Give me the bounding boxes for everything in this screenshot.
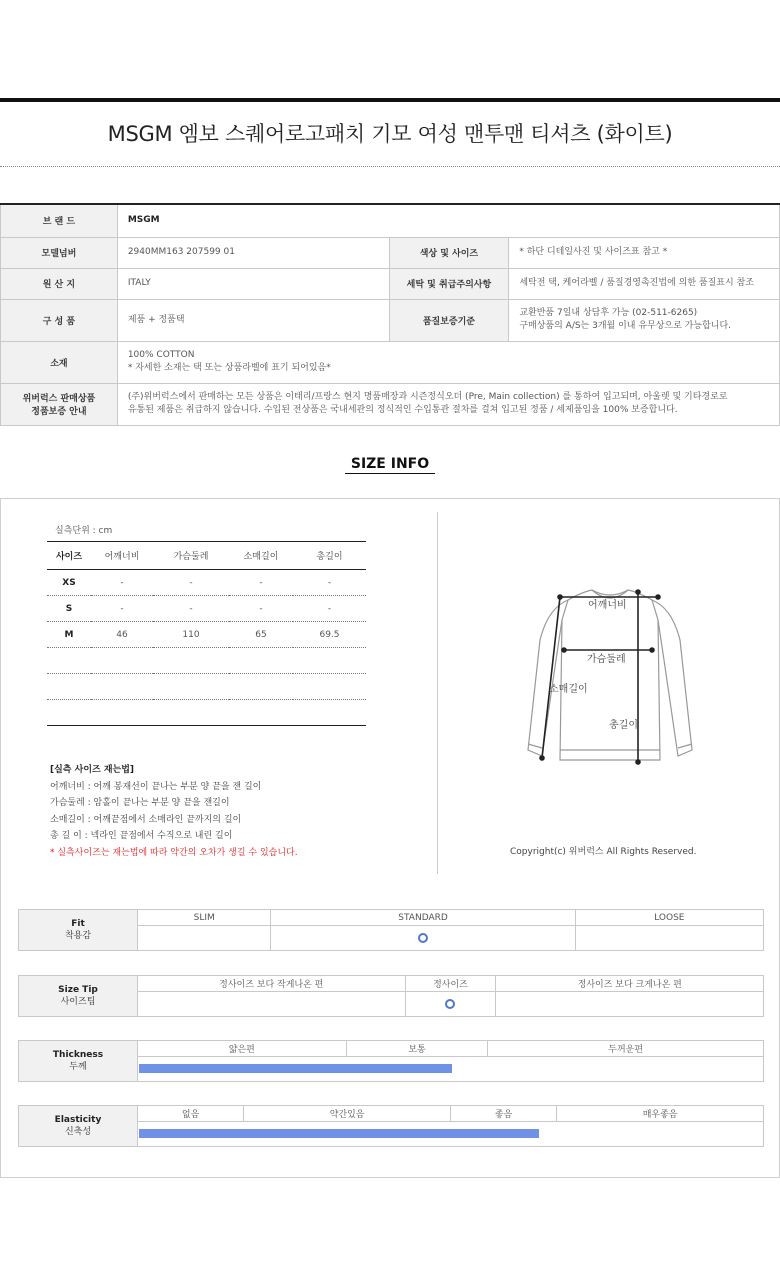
thickness-label-en: Thickness: [52, 1050, 104, 1060]
table-cell: -: [91, 570, 153, 596]
elasticity-label-ko: 신축성: [64, 1127, 92, 1137]
table-cell: [293, 700, 366, 726]
table-cell: [47, 674, 91, 700]
table-row: [47, 648, 366, 674]
warranty-line-2: 구매상품의 A/S는 3개월 이내 유무상으로 가능합니다.: [519, 321, 732, 331]
thickness-label-ko: 두께: [69, 1062, 87, 1072]
size-info-heading: SIZE INFO: [345, 456, 435, 474]
fit-cell: [271, 926, 575, 951]
selected-circle-icon: [418, 933, 428, 943]
material-value: [117, 341, 779, 383]
table-cell: -: [91, 596, 153, 622]
fit-rating: [18, 909, 764, 951]
guarantee-label: [1, 383, 118, 425]
elasticity-level-bar: [139, 1129, 539, 1138]
guarantee-label-line-2: 정품보증 안내: [31, 407, 87, 417]
size-table-header: [47, 542, 366, 570]
thickness-option: 두꺼운편: [488, 1041, 764, 1057]
material-line-2: * 자세한 소재는 택 또는 상품라벨에 표기 되어있음*: [127, 363, 331, 373]
contents-label: 구 성 품: [1, 299, 118, 341]
elasticity-option: 없음: [138, 1106, 244, 1122]
table-cell: [47, 700, 91, 726]
table-cell: 110: [153, 622, 229, 648]
size-tip-cell: [405, 992, 496, 1017]
sleeve-col-header: 소매길이: [229, 542, 293, 570]
table-cell: -: [153, 596, 229, 622]
warranty-line-1: 교환반품 7일내 상담후 가능 (02-511-6265): [519, 308, 698, 318]
contents-value: 제품 + 정품택: [117, 299, 389, 341]
elasticity-bar-track: [138, 1122, 764, 1147]
size-tip-label: [19, 976, 138, 1017]
thickness-rating: [18, 1040, 764, 1082]
table-cell: [153, 700, 229, 726]
table-cell: 46: [91, 622, 153, 648]
table-cell: [91, 648, 153, 674]
thickness-option: 얇은편: [138, 1041, 347, 1057]
copyright-text: Copyright(c) 위버럭스 All Rights Reserved.: [510, 847, 697, 857]
elasticity-label: [19, 1106, 138, 1147]
size-table: [47, 541, 366, 726]
selected-circle-icon: [445, 999, 455, 1009]
table-cell: 65: [229, 622, 293, 648]
fit-option: LOOSE: [575, 910, 763, 926]
table-cell: XS: [47, 570, 91, 596]
table-cell: [91, 700, 153, 726]
guarantee-line-1: (주)위버럭스에서 판매하는 모든 상품은 이태리/프랑스 현지 명품매장과 시즌정식오더 (Pre, Main collection) 를 통하여 입고되며, 아울렛 및 기타경로로: [127, 392, 728, 402]
measure-unit: 실측단위 : cm: [55, 526, 113, 536]
size-tip-option: 정사이즈: [405, 976, 496, 992]
wash-value: 세탁전 택, 케어라벨 / 품질경영촉진법에 의한 품질표시 참조: [509, 268, 780, 299]
size-tip-cell: [496, 992, 764, 1017]
elasticity-rating: [18, 1105, 764, 1147]
brand-label: 브 랜 드: [1, 204, 118, 237]
table-cell: [293, 648, 366, 674]
table-row: [47, 622, 366, 648]
table-cell: -: [153, 570, 229, 596]
size-tip-option: 정사이즈 보다 작게나온 편: [138, 976, 406, 992]
page-title: MSGM 엠보 스퀘어로고패치 기모 여성 맨투맨 티셔츠 (화이트): [107, 122, 673, 146]
thickness-option: 보통: [346, 1041, 488, 1057]
elasticity-option: 약간있음: [244, 1106, 451, 1122]
thickness-level-bar: [139, 1064, 452, 1073]
guarantee-label-line-1: 위버럭스 판매상품: [22, 394, 96, 404]
diagram-length-label: 총길이: [609, 720, 638, 731]
measure-guide: [50, 762, 298, 861]
table-cell: [229, 674, 293, 700]
fit-cell: [575, 926, 763, 951]
table-cell: [47, 648, 91, 674]
table-row: [47, 570, 366, 596]
elasticity-option: 매우좋음: [557, 1106, 764, 1122]
warranty-label: 품질보증기준: [389, 299, 509, 341]
table-cell: S: [47, 596, 91, 622]
size-tip-rating: [18, 975, 764, 1017]
table-cell: -: [293, 596, 366, 622]
measure-guide-line: 총 길 이 : 넥라인 끝점에서 수직으로 내린 길이: [50, 831, 233, 841]
table-cell: -: [293, 570, 366, 596]
measure-guide-title: [실측 사이즈 재는법]: [50, 765, 135, 775]
model-label: 모델넘버: [1, 237, 118, 268]
size-tip-label-en: Size Tip: [58, 985, 98, 995]
color-size-value: * 하단 디테일사진 및 사이즈표 참고 *: [509, 237, 780, 268]
measure-guide-line: 어깨너비 : 어깨 봉재선이 끝나는 부분 양 끝을 잰 길이: [50, 781, 262, 792]
table-row: [47, 700, 366, 726]
guarantee-value: [117, 383, 779, 425]
thickness-bar-track: [138, 1057, 764, 1082]
size-tip-cell: [138, 992, 406, 1017]
elasticity-label-en: Elasticity: [54, 1115, 102, 1125]
table-cell: [91, 674, 153, 700]
origin-value: ITALY: [117, 268, 389, 299]
dotted-divider: [0, 166, 780, 167]
table-cell: 69.5: [293, 622, 366, 648]
top-rule: [0, 98, 780, 102]
fit-cell: [138, 926, 271, 951]
fit-label-ko: 착용감: [64, 931, 92, 941]
size-tip-option: 정사이즈 보다 크게나온 편: [496, 976, 764, 992]
model-value: 2940MM163 207599 01: [117, 237, 389, 268]
table-cell: M: [47, 622, 91, 648]
brand-value: MSGM: [117, 204, 779, 237]
diagram-shoulder-label: 어깨너비: [588, 600, 627, 611]
fit-option: SLIM: [138, 910, 271, 926]
origin-label: 원 산 지: [1, 268, 118, 299]
diagram-chest-label: 가슴둘레: [587, 654, 626, 665]
table-row: [47, 674, 366, 700]
warranty-value: [509, 299, 780, 341]
elasticity-option: 좋음: [450, 1106, 556, 1122]
table-cell: [293, 674, 366, 700]
size-tip-label-ko: 사이즈팁: [60, 997, 96, 1007]
measure-guide-line: 소매길이 : 어깨끝점에서 소매라인 끝까지의 길이: [50, 814, 242, 825]
table-cell: -: [229, 570, 293, 596]
product-info-table: [0, 203, 780, 426]
vertical-divider: [437, 512, 438, 874]
length-col-header: 총길이: [293, 542, 366, 570]
fit-label-en: Fit: [71, 919, 85, 929]
material-line-1: 100% COTTON: [127, 350, 195, 360]
table-cell: -: [229, 596, 293, 622]
color-size-label: 색상 및 사이즈: [389, 237, 509, 268]
table-cell: [153, 674, 229, 700]
shoulder-col-header: 어깨너비: [91, 542, 153, 570]
measure-guide-note: * 실측사이즈는 재는법에 따라 약간의 오차가 생길 수 있습니다.: [50, 847, 298, 858]
table-row: [47, 596, 366, 622]
measure-guide-line: 가슴둘레 : 암홀이 끝나는 부분 양 끝을 잰길이: [50, 798, 230, 808]
fit-option: STANDARD: [271, 910, 575, 926]
table-cell: [229, 700, 293, 726]
wash-label: 세탁 및 취급주의사항: [389, 268, 509, 299]
table-cell: [229, 648, 293, 674]
thickness-label: [19, 1041, 138, 1082]
chest-col-header: 가슴둘레: [153, 542, 229, 570]
diagram-sleeve-label: 소매길이: [549, 684, 588, 695]
guarantee-line-2: 유통된 제품은 취급하지 않습니다. 수입된 전상품은 국내세관의 정식적인 수입통관 절차를 걸쳐 입고된 정품 / 세제품임을 100% 보증합니다.: [127, 405, 678, 415]
fit-label: [19, 910, 138, 951]
material-label: 소재: [1, 341, 118, 383]
sweatshirt-diagram-icon: [520, 580, 700, 770]
table-cell: [153, 648, 229, 674]
size-col-header: 사이즈: [47, 542, 91, 570]
